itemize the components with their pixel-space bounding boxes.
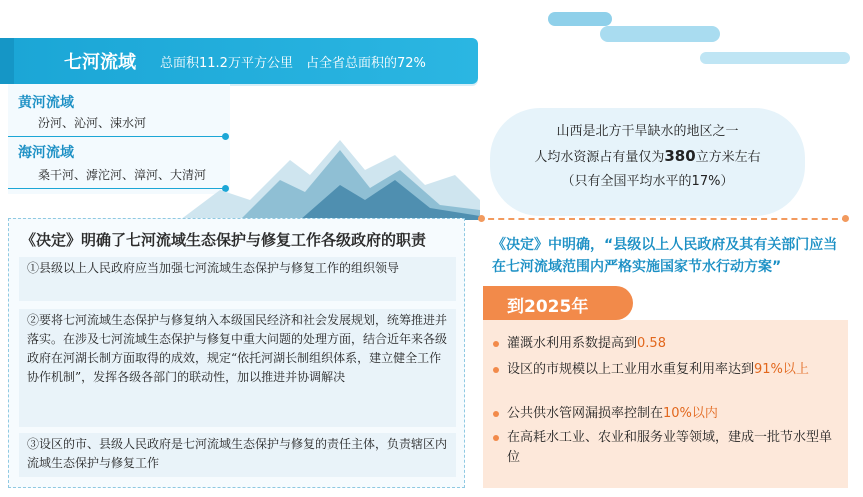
- basin-banner: [8, 38, 478, 84]
- scarcity-line: （只有全国平均水平的17%）: [561, 174, 734, 189]
- responsibility-item: ①县级以上人民政府应当加强七河流域生态保护与修复工作的组织领导: [19, 257, 456, 301]
- dot-marker: [478, 215, 485, 222]
- target-year-header: [483, 286, 633, 320]
- scarcity-line: [490, 146, 805, 165]
- target-item: [493, 334, 833, 354]
- scarcity-text: 立方米左右: [695, 150, 761, 165]
- target-value: 91%以上: [754, 362, 809, 377]
- scarcity-text: 人均水资源占有量仅为: [534, 150, 665, 165]
- river-basin-name: 黄河流域: [18, 95, 74, 111]
- section-divider: [478, 218, 848, 220]
- responsibility-item: ②要将七河流域生态保护与修复纳入本级国民经济和社会发展规划，统筹推进并落实。在涉及七河流域生态保护与修复中重大问题的处理方面，结合近年来各级政府在河湖长制方面取得的成效，规定“依托河湖长制组织体系，建立健全工作协作机制”，发挥各级各部门的联动性，加以推进并协调解决: [19, 309, 456, 427]
- cloud-decoration: [600, 26, 720, 42]
- banner-area-text: 总面积11.2万平方公里 占全省总面积的72%: [160, 56, 426, 71]
- target-text: 设区的市规模以上工业用水重复利用率达到: [507, 362, 755, 377]
- scarcity-line: 山西是北方干旱缺水的地区之一: [556, 124, 739, 139]
- river-basin-list: 汾河、沁河、涑水河: [38, 116, 147, 130]
- target-text: 公共供水管网漏损率控制在: [507, 406, 664, 421]
- target-item: [493, 428, 833, 468]
- responsibility-title: 《决定》明确了七河流域生态保护与修复工作各级政府的职责: [21, 231, 427, 249]
- decision-quote: 《决定》中明确，“县级以上人民政府及其有关部门应当在七河流域范围内严格实施国家节水行动方案”: [492, 237, 838, 275]
- dot-marker: [842, 215, 849, 222]
- target-value: 0.58: [637, 336, 666, 351]
- target-year-label: 到2025年: [507, 297, 589, 317]
- responsibility-box: [8, 218, 465, 488]
- water-scarcity-bubble: [490, 108, 805, 216]
- cloud-decoration: [548, 12, 612, 26]
- responsibility-item: ③设区的市、县级人民政府是七河流域生态保护与修复的责任主体，负责辖区内流域生态保护与修复工作: [19, 433, 456, 477]
- banner-title: 七河流域: [64, 52, 136, 73]
- river-basin-name: 海河流域: [18, 145, 74, 161]
- target-text: 在高耗水工业、农业和服务业等领域，建成一批节水型单位: [507, 430, 833, 465]
- scarcity-number: 380: [664, 147, 696, 165]
- target-text: 灌溉水利用系数提高到: [507, 336, 638, 351]
- cloud-decoration: [700, 52, 850, 64]
- targets-box: [483, 320, 848, 488]
- river-basin-list: 桑干河、滹沱河、漳河、大清河: [38, 168, 207, 182]
- target-value: 10%以内: [663, 406, 718, 421]
- mountain-illustration: [180, 130, 480, 220]
- target-item: [493, 404, 833, 424]
- target-item: [493, 360, 833, 380]
